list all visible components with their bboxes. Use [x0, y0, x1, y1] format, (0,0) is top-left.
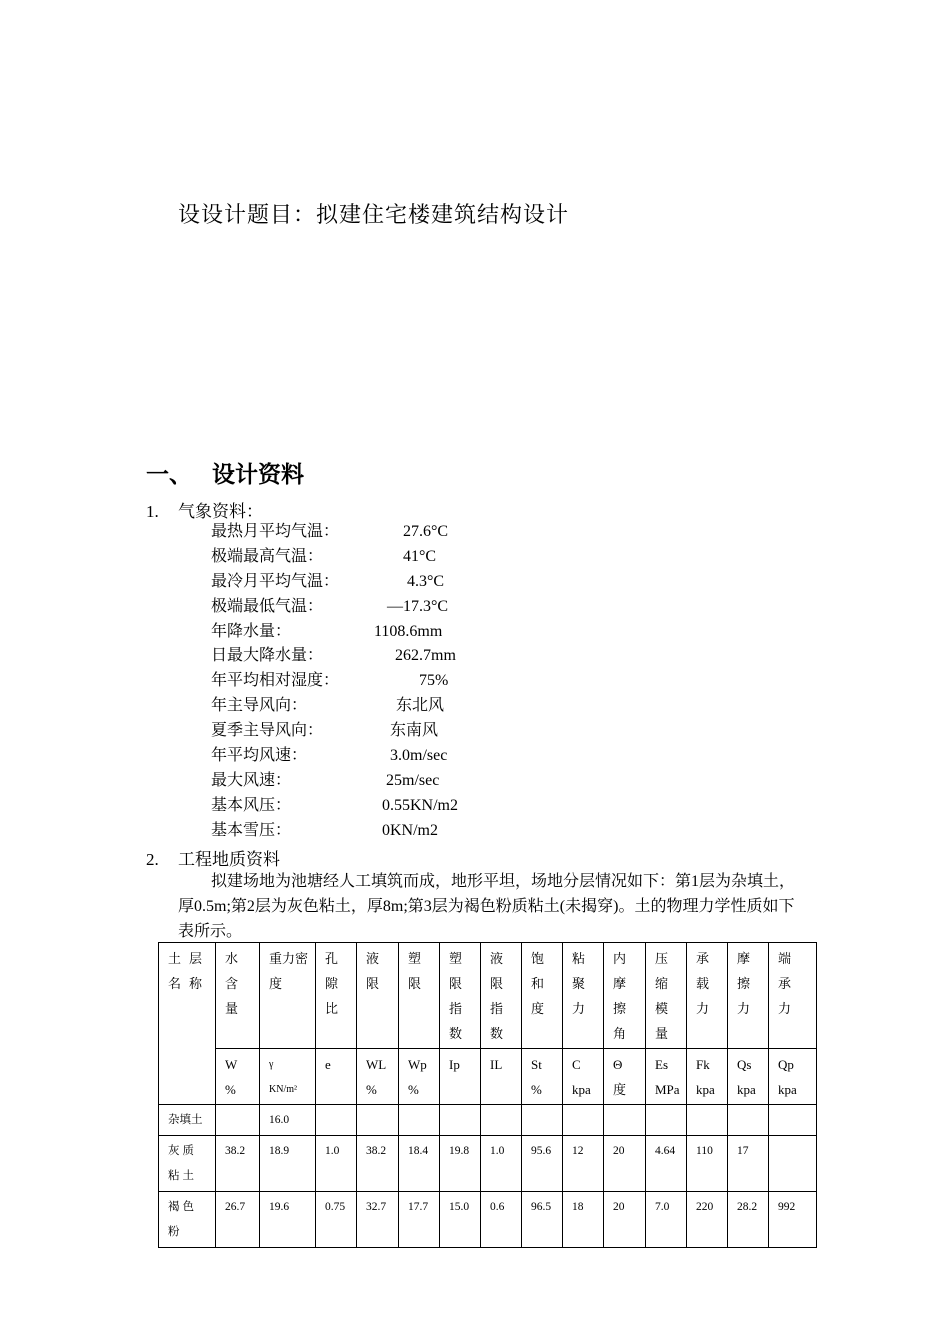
weather-label: 年降水量：: [211, 622, 292, 640]
weather-value: 1108.6mm: [374, 622, 443, 640]
table-row: [159, 1136, 817, 1192]
table-cell: 16.0: [260, 1105, 316, 1136]
table-cell: 20: [604, 1136, 646, 1192]
geology-title: 工程地质资料: [178, 850, 280, 869]
geology-number: 2.: [146, 850, 159, 869]
table-unit-cell: Ip: [440, 1049, 481, 1105]
table-cell: 38.2: [216, 1136, 260, 1192]
weather-value: 4.3°C: [407, 572, 445, 590]
table-row: [159, 1192, 817, 1248]
table-cell: [604, 1105, 646, 1136]
table-cell: 17.7: [399, 1192, 440, 1248]
weather-label: 夏季主导风向：: [211, 722, 324, 740]
weather-value: 0KN/m2: [382, 821, 438, 839]
table-cell: [357, 1105, 399, 1136]
table-cell: 220: [687, 1192, 728, 1248]
table-cell: 95.6: [522, 1136, 563, 1192]
table-cell: 20: [604, 1192, 646, 1248]
table-header-cell: 液限: [357, 943, 399, 1049]
table-cell: 12: [563, 1136, 604, 1192]
table-cell: 18: [563, 1192, 604, 1248]
table-header-cell: 重力密度: [260, 943, 316, 1049]
table-cell: 1.0: [316, 1136, 357, 1192]
table-unit-cell: Fk kpa: [687, 1049, 728, 1105]
table-cell: 19.8: [440, 1136, 481, 1192]
weather-label: 最冷月平均气温：: [211, 572, 340, 590]
table-cell: 17: [728, 1136, 769, 1192]
table-header-cell: 孔隙比: [316, 943, 357, 1049]
weather-value: 262.7mm: [395, 647, 456, 665]
table-unit-cell: γ KN/m²: [260, 1049, 316, 1105]
table-cell: [563, 1105, 604, 1136]
table-cell: 褐色粉: [159, 1192, 216, 1248]
table-cell: [646, 1105, 687, 1136]
table-header-cell: 压缩模量: [646, 943, 687, 1049]
weather-value: —17.3°C: [387, 597, 449, 615]
weather-value: 3.0m/sec: [390, 747, 448, 765]
weather-label: 最热月平均气温：: [211, 523, 340, 540]
table-cell: 7.0: [646, 1192, 687, 1248]
table-cell: [399, 1105, 440, 1136]
weather-label: 基本雪压：: [211, 821, 292, 839]
table-cell: 110: [687, 1136, 728, 1192]
weather-number: 1.: [146, 502, 159, 521]
table-cell: 992: [769, 1192, 817, 1248]
table-unit-cell: WL %: [357, 1049, 399, 1105]
table-unit-cell: C kpa: [563, 1049, 604, 1105]
weather-value: 25m/sec: [386, 771, 440, 789]
weather-value: 75%: [419, 672, 449, 690]
table-cell: 1.0: [481, 1136, 522, 1192]
table-cell: 32.7: [357, 1192, 399, 1248]
table-unit-cell: St %: [522, 1049, 563, 1105]
table-cell: 38.2: [357, 1136, 399, 1192]
weather-label: 基本风压：: [211, 796, 292, 814]
table-header-cell: 土层名称: [159, 943, 216, 1105]
weather-title: 气象资料：: [178, 502, 263, 521]
weather-label: 年主导风向：: [211, 697, 308, 715]
table-cell: [440, 1105, 481, 1136]
table-header-cell: 粘聚力: [563, 943, 604, 1049]
weather-label: 年平均相对湿度：: [211, 672, 340, 690]
table-unit-cell: Es MPa: [646, 1049, 687, 1105]
table-cell: 96.5: [522, 1192, 563, 1248]
weather-value: 41°C: [403, 547, 437, 565]
table-header-cell: 内摩擦角: [604, 943, 646, 1049]
section-number: 一、: [146, 462, 192, 487]
table-cell: 0.6: [481, 1192, 522, 1248]
section-heading-design-data: [146, 456, 304, 489]
table-unit-cell: W %: [216, 1049, 260, 1105]
table-cell: [769, 1136, 817, 1192]
section-title: 设计资料: [212, 462, 304, 487]
table-cell: 灰质粘土: [159, 1136, 216, 1192]
weather-heading: [146, 497, 263, 522]
table-header-cell: 摩擦力: [728, 943, 769, 1049]
table-cell: 18.4: [399, 1136, 440, 1192]
table-cell: 19.6: [260, 1192, 316, 1248]
weather-value: 东北风: [396, 697, 445, 715]
table-header-cell: 水含量: [216, 943, 260, 1049]
table-cell: 28.2: [728, 1192, 769, 1248]
table-cell: 26.7: [216, 1192, 260, 1248]
table-cell: [769, 1105, 817, 1136]
table-cell: [687, 1105, 728, 1136]
weather-value: 0.55KN/m2: [382, 796, 458, 814]
geology-paragraph: 拟建场地为池塘经人工填筑而成，地形平坦，场地分层情况如下：第1层为杂填土，厚0.5m;第2层为灰色粘土，厚8m;第3层为褐色粉质粘土(未揭穿)。土的物理力学性质如下表所示。: [178, 873, 796, 940]
table-cell: [522, 1105, 563, 1136]
table-cell: 4.64: [646, 1136, 687, 1192]
table-unit-cell: IL: [481, 1049, 522, 1105]
table-unit-cell: e: [316, 1049, 357, 1105]
table-unit-cell: Qp kpa: [769, 1049, 817, 1105]
table-header-row: [159, 943, 817, 1049]
table-header-cell: 饱和度: [522, 943, 563, 1049]
table-unit-cell: Qs kpa: [728, 1049, 769, 1105]
table-cell: [728, 1105, 769, 1136]
weather-label: 极端最低气温：: [211, 597, 324, 615]
weather-label: 极端最高气温：: [211, 547, 324, 565]
table-cell: [216, 1105, 260, 1136]
weather-label: 最大风速：: [211, 771, 292, 789]
soil-properties-table: [158, 942, 817, 1248]
table-unit-cell: Wp %: [399, 1049, 440, 1105]
weather-label: 年平均风速：: [211, 747, 308, 765]
table-header-cell: 端承力: [769, 943, 817, 1049]
table-unit-cell: Θ 度: [604, 1049, 646, 1105]
weather-label: 日最大降水量：: [211, 647, 324, 665]
weather-value: 27.6°C: [403, 523, 449, 540]
table-header-cell: 塑限指数: [440, 943, 481, 1049]
geology-heading: [146, 845, 280, 870]
table-cell: [481, 1105, 522, 1136]
table-header-cell: 塑限: [399, 943, 440, 1049]
table-cell: 18.9: [260, 1136, 316, 1192]
document-title: 设设计题目：拟建住宅楼建筑结构设计: [178, 202, 570, 227]
weather-value: 东南风: [390, 722, 439, 740]
table-cell: 15.0: [440, 1192, 481, 1248]
table-cell: 杂填土: [159, 1105, 216, 1136]
table-header-cell: 液限指数: [481, 943, 522, 1049]
table-unit-row: [159, 1049, 817, 1105]
table-header-cell: 承载力: [687, 943, 728, 1049]
table-cell: 0.75: [316, 1192, 357, 1248]
table-row: [159, 1105, 817, 1136]
table-cell: [316, 1105, 357, 1136]
